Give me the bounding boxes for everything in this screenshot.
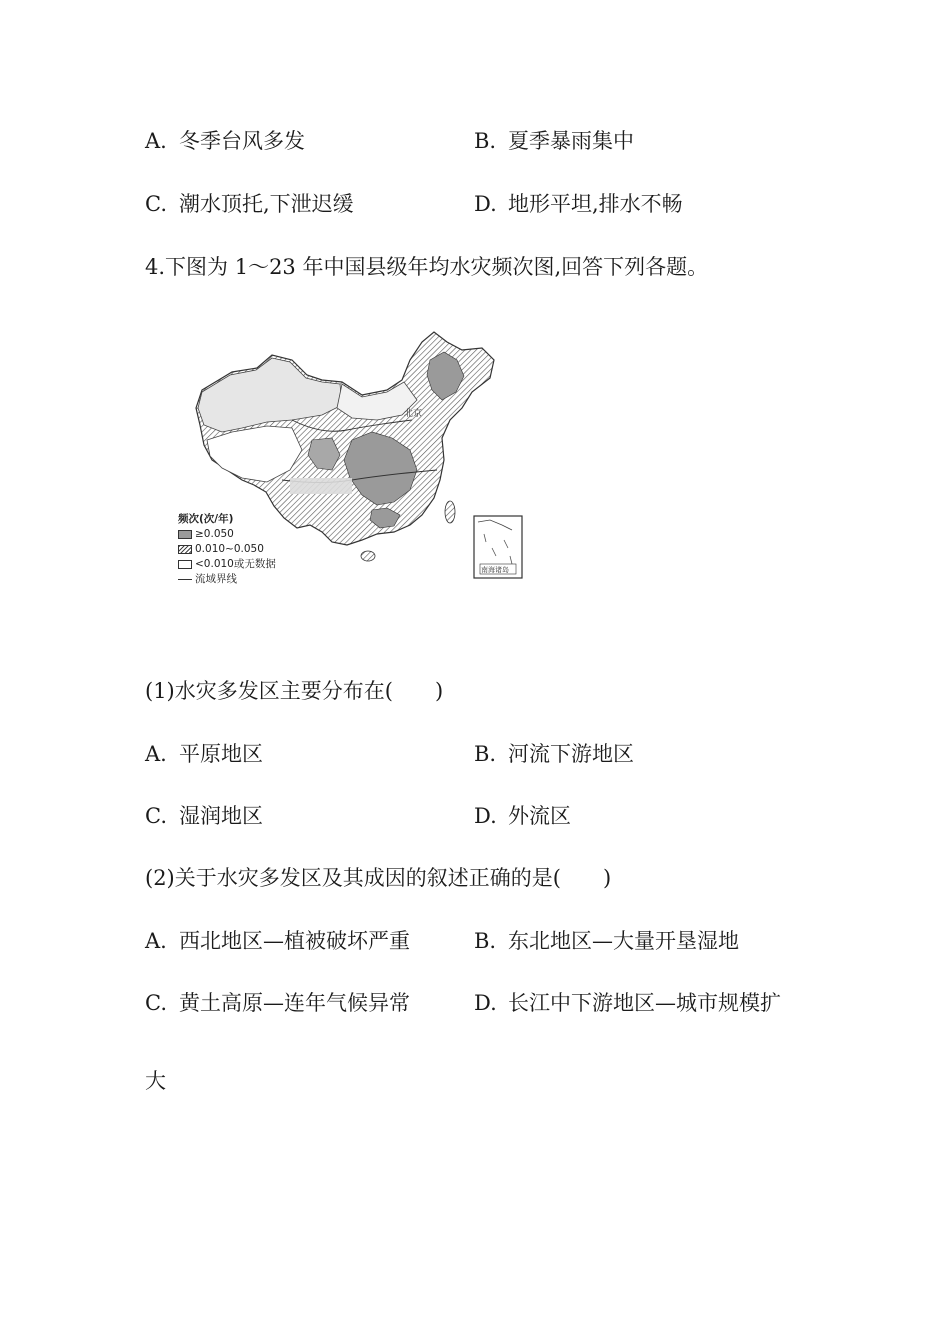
taiwan-island — [445, 501, 455, 523]
sub1-option-c — [145, 802, 263, 830]
q3-option-b — [474, 127, 634, 155]
option-text: 西北地区—植被破坏严重 — [179, 929, 410, 953]
sub1-option-d — [474, 802, 571, 830]
option-text: 平原地区 — [179, 742, 263, 766]
sub2-option-c — [145, 989, 410, 1017]
option-text: 地形平坦,排水不畅 — [508, 192, 683, 216]
option-text: 黄土高原—连年气候异常 — [179, 991, 410, 1015]
option-letter: D. — [474, 192, 497, 216]
q3-option-d — [474, 190, 683, 218]
capital-label: 北京 — [404, 409, 423, 419]
legend-item-low: <0.010或无数据 — [178, 557, 276, 572]
gray-swatch — [178, 530, 192, 539]
option-letter: B. — [474, 929, 497, 953]
option-letter: A. — [145, 929, 167, 953]
option-text: 夏季暴雨集中 — [508, 129, 634, 153]
option-text: 外流区 — [508, 804, 571, 828]
q4-stem: 4.下图为 1～23 年中国县级年均水灾频次图,回答下列各题。 — [145, 255, 709, 279]
option-letter: C. — [145, 991, 167, 1015]
option-letter: D. — [474, 991, 497, 1015]
option-text: 东北地区—大量开垦湿地 — [508, 929, 739, 953]
option-letter: C. — [145, 804, 167, 828]
sub2-option-a — [145, 927, 410, 955]
hainan-island — [361, 551, 375, 561]
hatch-swatch — [178, 545, 192, 554]
sub2-option-b — [474, 927, 739, 955]
option-text: 潮水顶托,下泄迟缓 — [179, 192, 354, 216]
line-swatch — [178, 579, 192, 580]
sub1-option-b — [474, 740, 634, 768]
sub1-option-a — [145, 740, 263, 768]
option-letter: B. — [474, 742, 497, 766]
q3-option-c — [145, 190, 354, 218]
option-letter: C. — [145, 192, 167, 216]
white-swatch — [178, 560, 192, 569]
map-legend — [178, 512, 276, 587]
sub2-option-d — [474, 989, 781, 1017]
blurred-label — [290, 478, 352, 494]
sub1-stem: (1)水灾多发区主要分布在( ) — [145, 679, 444, 703]
option-letter: A. — [145, 742, 167, 766]
sub2-continuation: 大 — [145, 1069, 166, 1093]
legend-item-high: ≥0.050 — [178, 527, 276, 542]
option-letter: A. — [145, 129, 167, 153]
option-text: 冬季台风多发 — [179, 129, 305, 153]
sub2-stem: (2)关于水灾多发区及其成因的叙述正确的是( ) — [145, 866, 612, 890]
legend-item-boundary: 流域界线 — [178, 572, 276, 587]
inset-label: 南海诸岛 — [481, 566, 509, 574]
option-text: 河流下游地区 — [508, 742, 634, 766]
legend-item-mid: 0.010~0.050 — [178, 542, 276, 557]
option-letter: D. — [474, 804, 497, 828]
option-text: 长江中下游地区—城市规模扩 — [508, 991, 781, 1015]
q3-option-a — [145, 127, 305, 155]
option-text: 湿润地区 — [179, 804, 263, 828]
option-letter: B. — [474, 129, 497, 153]
legend-title: 频次(次/年) — [178, 513, 234, 525]
